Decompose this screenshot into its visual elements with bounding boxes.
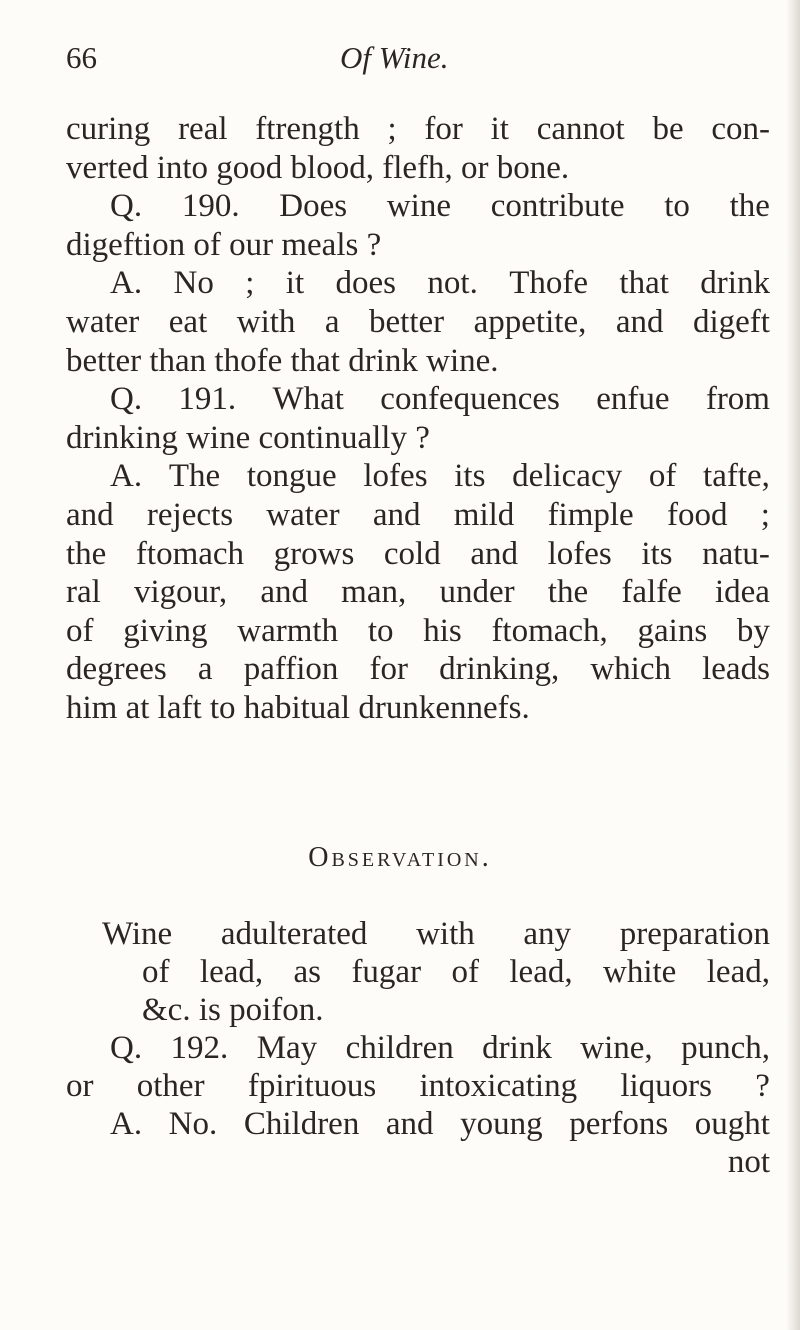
- text-line: digeftion of our meals ?: [66, 226, 382, 263]
- text-line: better than thofe that drink wine.: [66, 342, 499, 379]
- text-line: A. No ; it does not. Thofe that drink: [110, 265, 770, 302]
- text-line: him at laft to habitual drunkennefs.: [66, 689, 530, 726]
- text-line: the ftomach grows cold and lofes its natu-: [66, 535, 770, 572]
- text-line: A. No. Children and young perfons ought: [110, 1106, 770, 1142]
- text-line: Q. 192. May children drink wine, punch,: [110, 1030, 770, 1066]
- text-line: Q. 191. What confequences enfue from: [110, 381, 770, 418]
- text-line: water eat with a better appetite, and digeft: [66, 303, 770, 340]
- text-line: of lead, as fugar of lead, white lead,: [142, 954, 770, 990]
- text-line: Wine adulterated with any preparation: [102, 916, 770, 952]
- text-line: Q. 190. Does wine contribute to the: [110, 188, 770, 225]
- text-line: of giving warmth to his ftomach, gains by: [66, 612, 770, 649]
- catchword: not: [727, 1144, 770, 1180]
- text-line: A. The tongue lofes its delicacy of tafte,: [110, 458, 770, 495]
- running-title: Of Wine.: [340, 40, 449, 75]
- text-line: curing real ftrength ; for it cannot be con-: [66, 111, 770, 147]
- text-line: verted into good blood, flefh, or bone.: [66, 149, 570, 186]
- page-number: 66: [66, 40, 97, 75]
- observation-text: [66, 915, 770, 1181]
- text-line: &c. is poifon.: [142, 992, 324, 1028]
- text-line: drinking wine continually ?: [66, 419, 430, 456]
- section-heading: Observation.: [308, 842, 492, 873]
- page-edge-shadow: [786, 0, 800, 1330]
- page-header: [0, 40, 800, 90]
- text-line: and rejects water and mild fimple food ;: [66, 496, 770, 533]
- text-line: or other fpirituous intoxicating liquors ?: [66, 1068, 770, 1104]
- text-line: ral vigour, and man, under the falfe idea: [66, 574, 770, 611]
- text-line: degrees a paffion for drinking, which leads: [66, 651, 770, 688]
- body-text: [66, 110, 770, 728]
